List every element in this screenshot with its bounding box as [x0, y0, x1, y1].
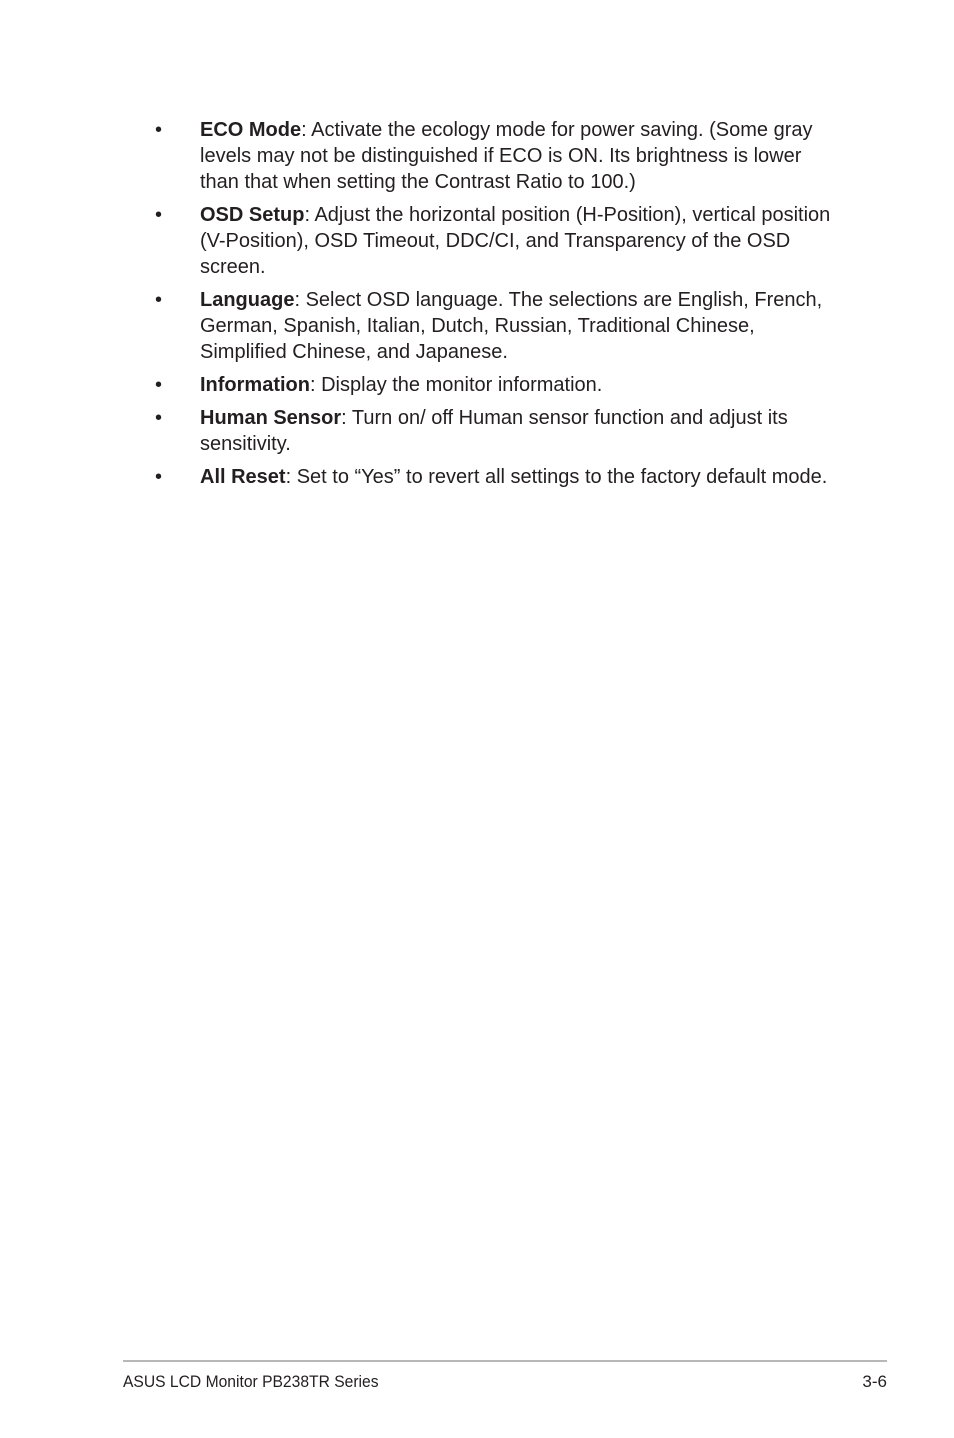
list-item-information [155, 372, 845, 398]
bullet-icon: • [155, 289, 163, 311]
list-item-all-reset [155, 464, 845, 490]
main-content [155, 117, 845, 497]
item-term: Human Sensor [200, 407, 342, 429]
bullet-icon: • [155, 466, 163, 488]
list-item-human-sensor [155, 405, 845, 457]
item-description: : Activate the ecology mode for power saving. (Some gray levels may not be distinguished if ECO is ON. Its brightness is lower than that when setting the Contrast Ratio to 100.) [200, 119, 813, 193]
item-description: : Adjust the horizontal position (H-Position), vertical position (V-Position), OSD Timeout, DDC/CI, and Transparency of the OSD screen. [200, 204, 831, 278]
item-description: : Select OSD language. The selections are English, French, German, Spanish, Italian, Dutch, Russian, Traditional Chinese, Simplified Chinese, and Japanese. [200, 289, 823, 363]
item-term: ECO Mode [200, 119, 302, 141]
item-term: OSD Setup [200, 204, 305, 226]
bullet-icon: • [155, 204, 163, 226]
footer-page-number: 3-6 [862, 1372, 887, 1391]
bullet-icon: • [155, 407, 163, 429]
list-item-language [155, 287, 845, 365]
item-term: Information [200, 374, 310, 396]
bullet-icon: • [155, 374, 163, 396]
footer-product-name: ASUS LCD Monitor PB238TR Series [123, 1372, 379, 1391]
item-description: : Turn on/ off Human sensor function and adjust its sensitivity. [200, 407, 788, 455]
footer-divider [123, 1360, 887, 1362]
item-term: All Reset [200, 466, 286, 488]
item-term: Language [200, 289, 295, 311]
list-item-eco-mode [155, 117, 845, 195]
osd-settings-list [155, 117, 845, 490]
item-description: : Set to “Yes” to revert all settings to the factory default mode. [285, 466, 828, 488]
list-item-osd-setup [155, 202, 845, 280]
bullet-icon: • [155, 119, 163, 141]
item-description: : Display the monitor information. [310, 374, 603, 396]
